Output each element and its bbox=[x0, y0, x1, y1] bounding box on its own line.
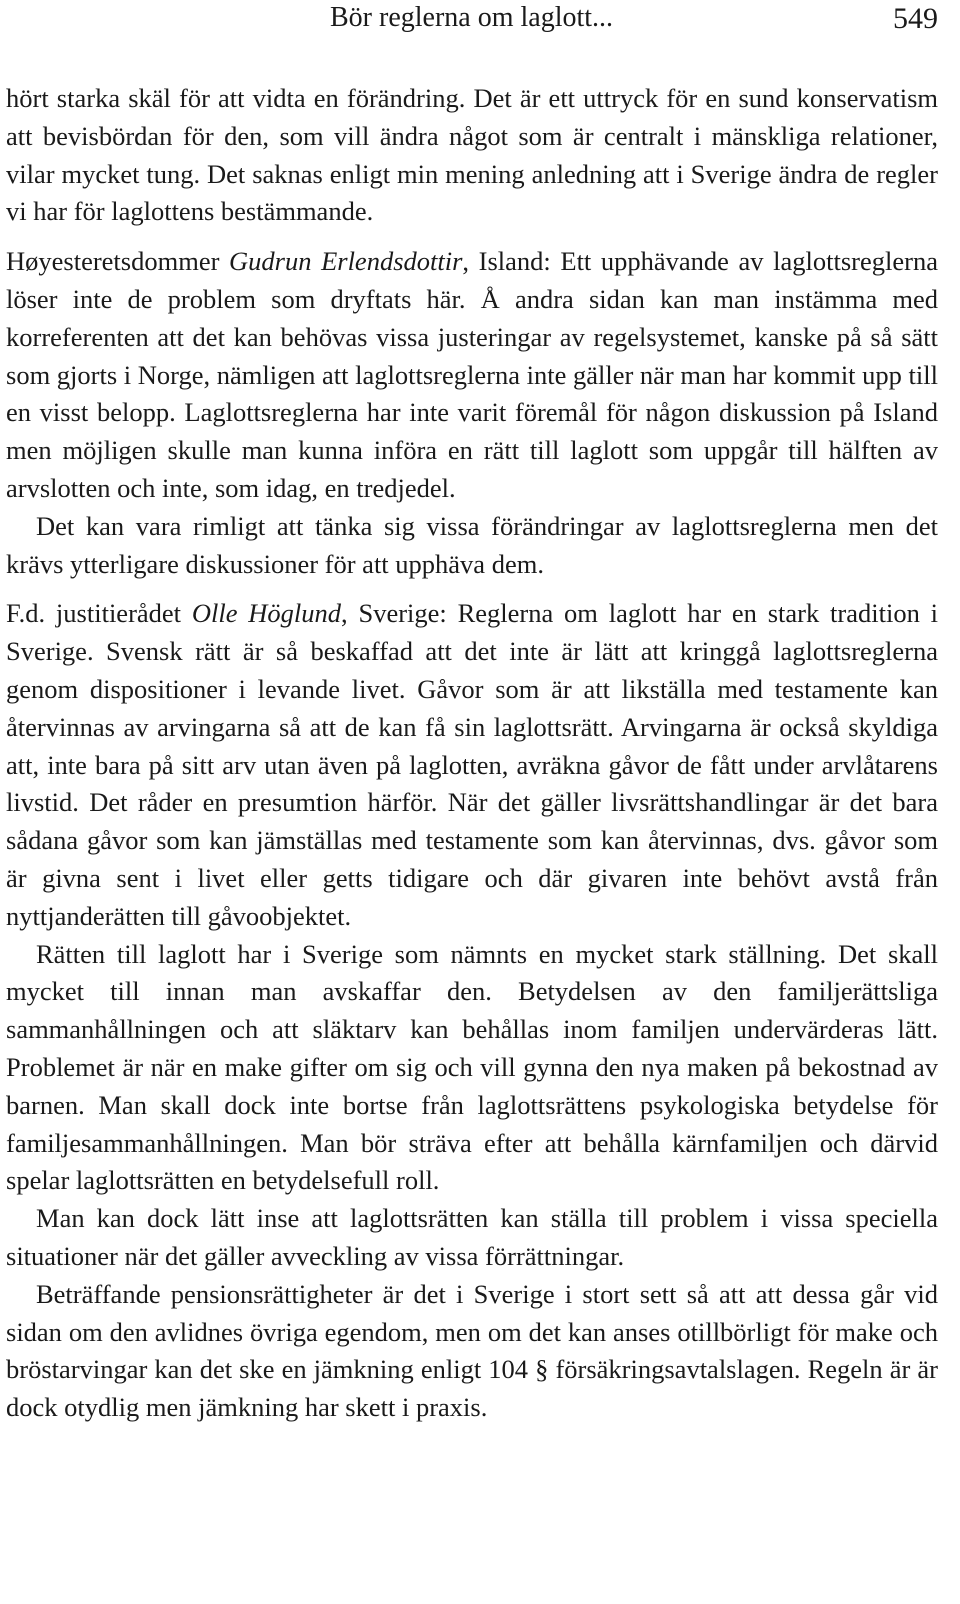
paragraph-hoglund-cont-3 bbox=[6, 1276, 938, 1427]
paragraph-text: , Island: Ett upphävande av laglottsreglerna löser inte de problem som dryftats här. Å andra sidan kan man instämma med korreferenten att det kan behövas vissa justeringar av regelsystemet, kanske på så sätt som gjorts i Norge, nämligen att laglottsreglerna inte gäller när man har kommit upp till en visst belopp. Laglottsreglerna har inte varit föremål för någon diskussion på Island men möjligen skulle man kunna införa en rätt till laglott som uppgår till hälften av arvslotten och inte, som idag, en tredjedel. bbox=[6, 246, 938, 503]
speaker-title: F.d. justitierådet bbox=[6, 598, 192, 629]
paragraph-erlendsdottir bbox=[6, 243, 938, 508]
paragraph-text: hört starka skäl för att vidta en förändring. Det är ett uttryck för en sund konservatism att bevisbördan för den, som vill ändra något som är centralt i mänskliga relationer, vilar mycket tung. Det saknas enligt min mening anledning att i Sverige ändra de regler vi har för laglottens bestämmande. bbox=[6, 83, 938, 227]
paragraph-erlendsdottir-cont bbox=[6, 508, 938, 584]
speaker-title: Høyesteretsdommer bbox=[6, 246, 230, 277]
paragraph-hoglund-cont-2 bbox=[6, 1200, 938, 1276]
body-text bbox=[6, 80, 938, 1427]
speaker-name: Olle Höglund bbox=[191, 598, 342, 629]
page-number: 549 bbox=[893, 2, 938, 35]
running-head bbox=[330, 2, 938, 42]
paragraph-continuation bbox=[6, 80, 938, 231]
paragraph-text: , Sverige: Reglerna om laglott har en stark tradition i Sverige. Svensk rätt är så beskaffad att det inte är lätt att kringgå laglottsreglerna genom dispositioner i levande livet. Gåvor som är att likställa med testamente kan återvinnas av arvingarna så att de kan få sin laglottsrätt. Arvingarna är också skyldiga att, inte bara på sitt arv utan även på laglotten, avräkna gåvor de fått under arvlåtarens livstid. Det råder en presumtion härför. När det gäller livsrättshandlingar är det bara sådana gåvor som kan jämställas med testamente som kan återvinnas, dvs. gåvor som är givna sent i livet eller getts tidigare och där givaren inte behövt avstå från nyttjanderätten till gåvoobjektet. bbox=[6, 598, 939, 931]
speaker-name: Gudrun Erlendsdottir bbox=[229, 246, 463, 277]
paragraph-text: Rätten till laglott har i Sverige som nämnts en mycket stark ställning. Det skall mycket till innan man avskaffar den. Betydelsen av den familjerättsliga sammanhållningen och att släktarv kan behållas inom familjen undervärderas lätt. Problemet är när en make gifter om sig och vill gynna den nya maken på bekostnad av barnen. Man skall dock inte bortse från laglottsrättens psykologiska betydelse för familjesammanhållningen. Man bör sträva efter att behålla kärnfamiljen och därvid spelar laglottsrätten en betydelsefull roll. bbox=[6, 938, 938, 1196]
paragraph-hoglund bbox=[6, 595, 938, 935]
paragraph-hoglund-cont-1 bbox=[6, 936, 938, 1201]
running-title: Bör reglerna om laglott... bbox=[330, 2, 614, 33]
paragraph-text: Beträffande pensionsrättigheter är det i Sverige i stort sett så att att dessa går vid sidan om den avlidnes övriga egendom, men om det kan anses otillbörligt för make och bröstarvingar kan det ske en jämkning enligt 104 § försäkringsavtalslagen. Regeln är är dock otydlig men jämkning har skett i praxis. bbox=[6, 1278, 938, 1423]
paragraph-text: Det kan vara rimligt att tänka sig vissa förändringar av laglottsreglerna men det krävs ytterligare diskussioner för att upphäva dem. bbox=[6, 510, 938, 579]
paragraph-text: Man kan dock lätt inse att laglottsrätten kan ställa till problem i vissa speciella situationer när det gäller avveckling av vissa förrättningar. bbox=[6, 1203, 938, 1271]
